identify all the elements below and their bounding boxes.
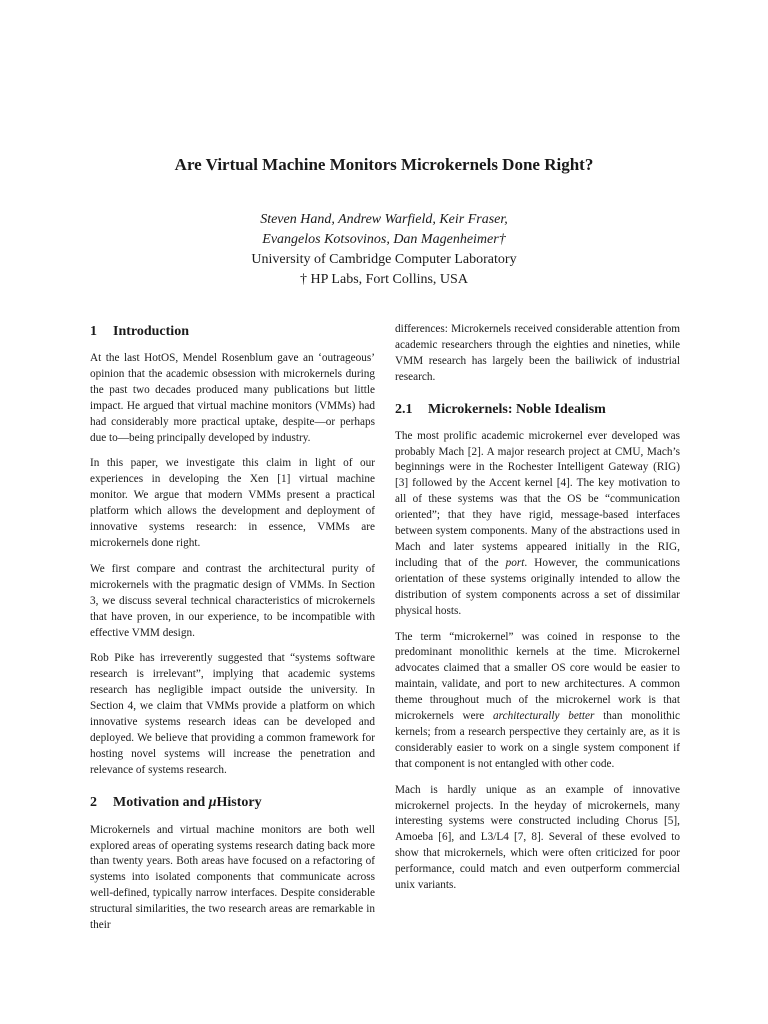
microkernels-paragraph-2 xyxy=(395,630,680,773)
mk-p1-text-a: The most prolific academic microkernel ever developed was probably Mach [2]. A major research project at CMU, Mach’s beginnings were in the Rochester Intelligent Gateway (RIG) [3] followed by the Accent kernel [4]. The key motivation to all of these systems was that the OS be “communication oriented”; that they have rigid, message-based interfaces between system components. Many of the abstractions used in Mach and later systems appeared initially in the RIG, including that of the xyxy=(395,429,680,569)
section-2-title-prefix: Motivation and xyxy=(113,794,209,810)
mk-p1-emphasis: port xyxy=(505,556,525,569)
intro-paragraph-3: We first compare and contrast the architectural purity of microkernels with the pragmatic design of VMMs. In Section 3, we discuss several technical characteristics of microkernels that have proven, in our experience, to be incompatible with effective VMM design. xyxy=(90,562,375,639)
section-2-title-suffix: History xyxy=(216,794,262,810)
mk-p2-emphasis: architecturally better xyxy=(493,710,595,723)
author-block xyxy=(0,210,768,290)
section-2-number: 2 xyxy=(90,794,97,810)
authors-line-1: Steven Hand, Andrew Warfield, Keir Fraser, xyxy=(260,212,508,227)
section-2-1-heading xyxy=(395,400,680,420)
section-2-1-title: Microkernels: Noble Idealism xyxy=(428,401,606,417)
intro-paragraph-2: In this paper, we investigate this claim in light of our experiences in developing the Xen [1] virtual machine monitor. We argue that modern VMMs present a practical platform which allows the development and deployment of innovative systems research: in essence, VMMs are microkernels done right. xyxy=(90,457,375,549)
section-1-heading xyxy=(90,322,375,342)
right-column xyxy=(395,322,680,904)
section-1-number: 1 xyxy=(90,324,97,339)
affiliation-1: University of Cambridge Computer Laboratory xyxy=(251,252,517,267)
motivation-paragraph-1-continued: differences: Microkernels received considerable attention from academic researchers through the eighties and nineties, while VMM research has largely been the bailiwick of industrial research. xyxy=(395,323,680,383)
paper-title: Are Virtual Machine Monitors Microkernels Done Right? xyxy=(174,155,594,174)
affiliation-2: † HP Labs, Fort Collins, USA xyxy=(300,272,468,287)
authors-line-2: Evangelos Kotsovinos, Dan Magenheimer† xyxy=(262,232,506,247)
intro-paragraph-4: Rob Pike has irreverently suggested that “systems software research is irrelevant”, implying that academic systems research has negligible impact outside the university. In Section 4, we claim that VMMs provide a platform on which innovative systems research ideas can be developed and deployed. We believe that providing a common framework for hosting novel systems will increase the penetration and relevance of systems research. xyxy=(90,652,375,776)
mk-p1-text-b: . However, the communications orientation of these systems originally intended to allow the distribution of system components across a set of dissimilar physical hosts. xyxy=(395,556,681,617)
section-2-1-number: 2.1 xyxy=(395,401,413,417)
section-1-title: Introduction xyxy=(113,324,189,339)
mk-p2-text-b: than monolithic kernels; from a research perspective they certainly are, as it is considerably easier to work on a single system component if that component is not entangled with other code. xyxy=(395,710,680,770)
mk-p2-text-a: The term “microkernel” was coined in response to the predominant monolithic kernels at the time. Microkernel advocates claimed that a smaller OS core would be easier to maintain, validate, and port to new architectures. A common theme throughout much of the microkernel work is that microkernels were xyxy=(395,630,680,723)
motivation-paragraph-1: Microkernels and virtual machine monitors are both well explored areas of operating systems research dating back more than twenty years. Both areas have focused on a refactoring of systems into isolated components that communicate across well-defined, typically narrow interfaces. Despite considerable structural similarities, the two research areas are remarkable in their xyxy=(90,823,375,932)
left-column xyxy=(90,322,375,944)
section-2-title-mu: μ xyxy=(208,794,217,810)
intro-paragraph-1: At the last HotOS, Mendel Rosenblum gave an ‘outrageous’ opinion that the academic obsession with microkernels during the past two decades produced many publications but little impact. He argued that virtual machine monitors (VMMs) had had considerably more practical uptake, despite—or perhaps due to—being principally developed by industry. xyxy=(90,352,375,444)
microkernels-paragraph-3: Mach is hardly unique as an example of innovative microkernel projects. In the heyday of microkernels, many interesting systems were constructed including Chorus [5], Amoeba [6], and L3/L4 [7, 8]. Several of these evolved to show that microkernels, which were often criticized for poor performance, could match and even outperform commercial unix variants. xyxy=(395,783,680,892)
section-2-heading xyxy=(90,793,375,813)
microkernels-paragraph-1 xyxy=(395,429,680,620)
